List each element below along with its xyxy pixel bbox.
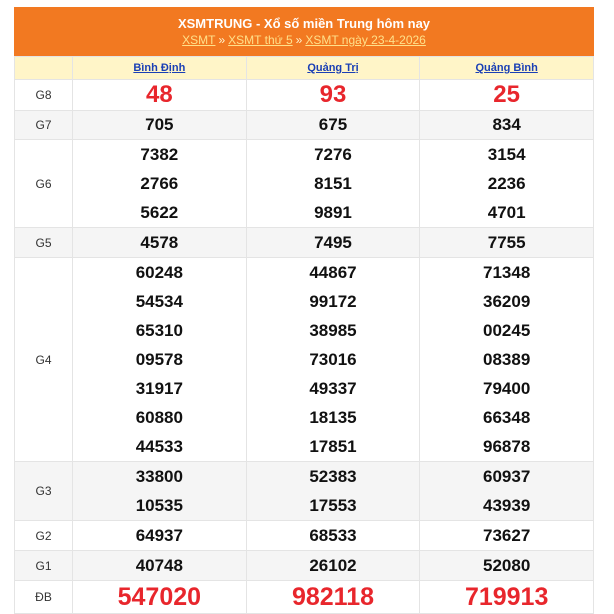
prize-number: 38985 [309, 321, 357, 340]
prize-number: 73016 [309, 350, 357, 369]
province-link-binh-dinh[interactable]: Bình Định [133, 62, 186, 74]
prize-row [15, 258, 594, 462]
prize-cell [246, 228, 420, 258]
prize-number: 705 [145, 115, 174, 134]
prize-cell [420, 551, 594, 581]
prize-label: G1 [15, 551, 73, 581]
prize-label: ĐB [15, 581, 73, 614]
prize-number: 96878 [483, 437, 531, 456]
prize-number: 18135 [309, 408, 357, 427]
prize-number: 982118 [291, 583, 374, 611]
breadcrumb-separator: » [295, 33, 303, 47]
results-widget [14, 7, 594, 614]
prize-cell [246, 258, 420, 462]
prize-cell [420, 80, 594, 111]
prize-row [15, 521, 594, 551]
results-header [14, 7, 594, 56]
prize-cell [246, 80, 420, 111]
prize-cell [246, 581, 420, 614]
prize-number: 66348 [483, 408, 531, 427]
prize-number: 9891 [314, 203, 352, 222]
prize-number: 17851 [309, 437, 357, 456]
prize-number: 60248 [135, 263, 183, 282]
prize-label: G7 [15, 111, 73, 140]
prize-label: G4 [15, 258, 73, 462]
prize-label: G8 [15, 80, 73, 111]
prize-number: 64937 [135, 526, 183, 545]
results-table [14, 56, 594, 614]
prize-number: 93 [319, 81, 347, 108]
prize-number: 31917 [135, 379, 183, 398]
prize-number: 33800 [135, 467, 183, 486]
prize-number: 71348 [483, 263, 531, 282]
prize-number: 675 [318, 115, 348, 134]
prize-row [15, 111, 594, 140]
page-title: XSMTRUNG - Xổ số miền Trung hôm nay [177, 16, 431, 31]
prize-label-header [15, 57, 73, 80]
prize-number: 48 [145, 81, 173, 108]
prize-number: 7495 [314, 233, 352, 252]
prize-number: 79400 [483, 379, 531, 398]
prize-cell [246, 111, 420, 140]
prize-number: 52080 [483, 556, 531, 575]
prize-number: 44867 [309, 263, 357, 282]
prize-cell [73, 258, 247, 462]
prize-cell [420, 228, 594, 258]
prize-number: 40748 [135, 556, 183, 575]
prize-number: 7382 [140, 145, 179, 164]
prize-label: G2 [15, 521, 73, 551]
prize-cell [73, 581, 247, 614]
prize-number: 7276 [314, 145, 352, 164]
prize-number: 73627 [483, 526, 531, 545]
prize-cell [73, 111, 247, 140]
prize-number: 8151 [314, 174, 352, 193]
prize-label: G5 [15, 228, 73, 258]
prize-row [15, 140, 594, 228]
prize-number: 834 [492, 115, 521, 134]
prize-number: 547020 [117, 583, 202, 611]
prize-cell [73, 462, 247, 521]
prize-row [15, 581, 594, 614]
prize-cell [246, 140, 420, 228]
prize-number: 60937 [483, 467, 531, 486]
prize-cell [246, 462, 420, 521]
breadcrumb-xsmt[interactable]: XSMT [182, 33, 216, 47]
prize-cell [420, 462, 594, 521]
prize-number: 4578 [140, 233, 179, 252]
province-header-row [15, 57, 594, 80]
breadcrumb-separator: » [218, 33, 226, 47]
prize-cell [420, 111, 594, 140]
prize-cell [73, 228, 247, 258]
prize-row [15, 228, 594, 258]
prize-label: G3 [15, 462, 73, 521]
prize-number: 10535 [135, 496, 183, 515]
prize-number: 719913 [464, 583, 549, 611]
breadcrumb-xsmt-thu5[interactable]: XSMT thứ 5 [228, 33, 293, 47]
prize-cell [246, 551, 420, 581]
breadcrumb-xsmt-date[interactable]: XSMT ngày 23-4-2026 [305, 33, 426, 47]
prize-number: 99172 [309, 292, 357, 311]
prize-cell [420, 521, 594, 551]
prize-number: 00245 [483, 321, 531, 340]
prize-cell [420, 581, 594, 614]
prize-number: 36209 [483, 292, 531, 311]
prize-number: 4701 [487, 203, 526, 222]
prize-number: 25 [493, 81, 520, 108]
prize-cell [246, 521, 420, 551]
prize-number: 60880 [135, 408, 183, 427]
prize-number: 44533 [135, 437, 183, 456]
prize-row [15, 80, 594, 111]
prize-label: G6 [15, 140, 73, 228]
province-link-quang-binh[interactable]: Quảng Bình [475, 62, 538, 74]
prize-cell [73, 140, 247, 228]
prize-number: 7755 [487, 233, 526, 252]
prize-number: 49337 [309, 379, 357, 398]
prize-number: 54534 [135, 292, 183, 311]
prize-cell [420, 140, 594, 228]
prize-number: 08389 [483, 350, 531, 369]
prize-number: 26102 [309, 556, 357, 575]
prize-row [15, 462, 594, 521]
prize-cell [73, 521, 247, 551]
prize-row [15, 551, 594, 581]
results-body [15, 80, 594, 614]
prize-number: 68533 [309, 526, 357, 545]
prize-number: 52383 [309, 467, 357, 486]
prize-cell [73, 80, 247, 111]
prize-number: 2236 [487, 174, 526, 193]
prize-number: 2766 [140, 174, 179, 193]
province-link-quang-tri[interactable]: Quảng Trị [307, 62, 359, 74]
prize-number: 65310 [135, 321, 183, 340]
prize-number: 17553 [309, 496, 357, 515]
prize-number: 09578 [135, 350, 183, 369]
prize-number: 43939 [483, 496, 531, 515]
breadcrumb [14, 32, 594, 48]
prize-number: 5622 [140, 203, 179, 222]
prize-number: 3154 [487, 145, 526, 164]
prize-cell [420, 258, 594, 462]
prize-cell [73, 551, 247, 581]
